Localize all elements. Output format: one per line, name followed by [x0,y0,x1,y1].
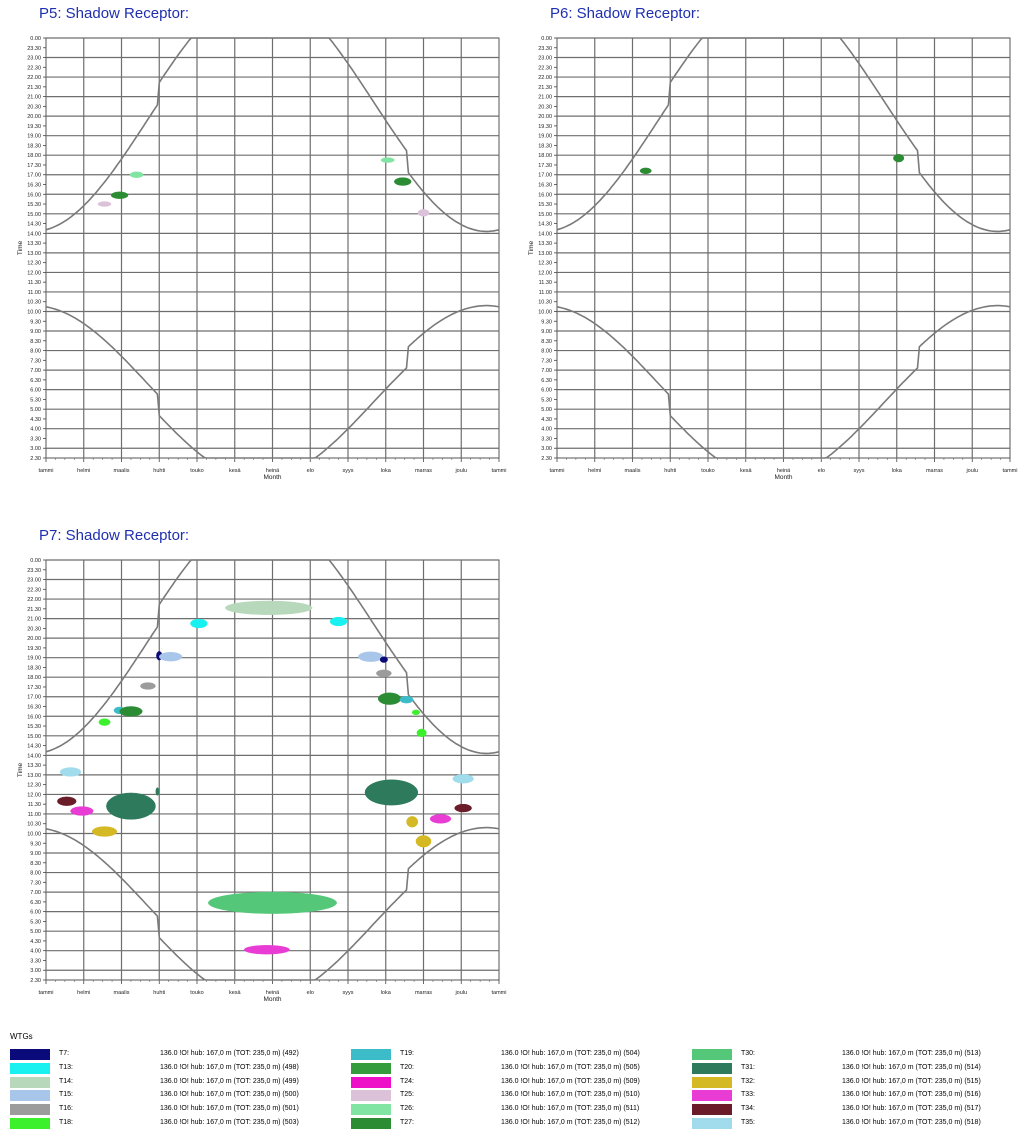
legend-swatch [351,1077,391,1088]
legend-swatch [351,1118,391,1129]
y-tick-label: 10.00 [27,309,41,316]
y-tick-label: 15.00 [27,733,41,740]
y-tick-label: 8.30 [30,338,41,345]
legend-description: 136.0 !O! hub: 167,0 m (TOT: 235,0 m) (501) [160,1105,299,1113]
y-tick-label: 17.00 [538,172,552,179]
x-tick-label: elo [817,468,825,474]
legend-label: T32: [741,1077,756,1085]
y-tick-label: 9.30 [541,319,552,326]
y-tick-label: 15.30 [538,202,552,209]
x-tick-label: tammi [491,468,507,474]
x-tick-label: maalis [624,468,641,474]
y-tick-label: 5.00 [30,407,41,414]
shadow-blob-t35 [60,768,81,777]
legend-item-t35 [692,1118,1022,1130]
y-tick-label: 14.00 [538,231,552,238]
y-axis-label: Time [17,240,24,256]
shadow-blob-t32 [416,835,431,847]
x-tick-label: helmi [77,990,91,996]
y-tick-label: 8.30 [30,860,41,867]
shadow-blob-t18 [412,710,420,715]
legend-label: T34: [741,1105,756,1113]
y-tick-label: 12.00 [27,792,41,799]
legend-description: 136.0 !O! hub: 167,0 m (TOT: 235,0 m) (505) [501,1063,640,1071]
y-tick-label: 14.30 [538,221,552,228]
legend-label: T26: [400,1105,415,1113]
legend-swatch [351,1090,391,1101]
y-tick-label: 18.00 [27,675,41,682]
shadow-blob-t27 [378,693,401,705]
y-tick-label: 19.00 [538,133,552,140]
shadow-chart-p6 [0,0,1024,500]
x-tick-label: marras [414,990,433,996]
y-tick-label: 15.30 [27,202,41,209]
x-tick-label: syys [342,990,354,996]
x-tick-label: elo [306,990,314,996]
x-tick-label: loka [891,468,902,474]
shadow-blob-t13 [190,619,207,628]
y-tick-label: 3.30 [30,958,41,965]
legend-label: T15: [59,1091,74,1099]
y-tick-label: 9.30 [30,841,41,848]
y-tick-label: 7.30 [30,880,41,887]
y-tick-label: 6.30 [30,899,41,906]
y-tick-label: 8.30 [541,338,552,345]
legend-item-t31 [692,1063,1022,1075]
legend-swatch [351,1063,391,1074]
y-tick-label: 20.00 [27,636,41,643]
x-tick-label: helmi [588,468,602,474]
legend-label: T30: [741,1050,756,1057]
y-tick-label: 21.00 [27,616,41,623]
y-tick-label: 3.00 [541,446,552,453]
chart-title: P7: Shadow Receptor: [39,527,190,544]
y-tick-label: 23.30 [538,45,552,52]
legend-label: T14: [59,1077,74,1085]
y-tick-label: 17.30 [538,162,552,169]
y-tick-label: 16.00 [538,192,552,199]
x-tick-label: maalis [113,990,130,996]
x-tick-label: joulu [966,468,979,474]
y-tick-label: 11.30 [27,802,41,809]
legend-item-t13 [10,1063,340,1075]
y-tick-label: 5.00 [541,407,552,414]
x-axis-label: Month [774,474,793,481]
y-tick-label: 18.30 [538,143,552,150]
x-tick-label: huhti [664,468,677,474]
y-tick-label: 9.00 [541,329,552,336]
y-tick-label: 11.30 [538,280,552,287]
y-tick-label: 18.30 [27,143,41,150]
legend-swatch [10,1090,50,1101]
shadow-blob-t27 [120,707,143,717]
legend-item-t24 [351,1077,681,1089]
x-tick-label: syys [342,468,354,474]
y-tick-label: 13.00 [27,250,41,257]
y-tick-label: 15.30 [27,724,41,731]
x-tick-label: heinä [265,990,280,996]
y-tick-label: 21.30 [27,606,41,613]
legend-swatch [10,1118,50,1129]
y-tick-label: 7.30 [541,358,552,365]
shadow-blob-t27 [893,154,904,162]
x-tick-label: heinä [265,468,280,474]
y-tick-label: 5.00 [30,929,41,936]
y-tick-label: 6.00 [541,387,552,394]
legend-item-t34 [692,1104,1022,1116]
y-tick-label: 11.00 [538,289,552,296]
legend-label: T27: [400,1119,415,1126]
y-tick-label: 13.00 [538,250,552,257]
x-tick-label: marras [925,468,944,474]
legend-item-t27 [351,1118,681,1130]
legend-label: T13: [59,1063,74,1071]
x-tick-label: tammi [1002,468,1018,474]
shadow-blob-t32 [92,827,117,837]
legend-description: 136.0 !O! hub: 167,0 m (TOT: 235,0 m) (514) [842,1063,981,1071]
y-tick-label: 12.00 [27,270,41,277]
y-tick-label: 14.00 [27,231,41,238]
y-tick-label: 13.30 [27,763,41,770]
legend-label: T35: [741,1119,756,1126]
y-tick-label: 7.00 [30,368,41,375]
shadow-blob-t14 [225,601,312,615]
x-tick-label: marras [414,468,433,474]
y-tick-label: 14.30 [27,743,41,750]
y-tick-label: 19.30 [538,123,552,130]
legend-swatch [692,1077,732,1088]
legend-item-t25 [351,1090,681,1102]
y-tick-label: 5.30 [541,397,552,404]
y-tick-label: 7.30 [30,358,41,365]
legend-label: T7: [59,1050,70,1057]
x-tick-label: tammi [38,990,54,996]
shadow-blob-t18 [417,729,426,737]
y-tick-label: 17.30 [27,684,41,691]
y-tick-label: 8.00 [30,348,41,355]
legend-description: 136.0 !O! hub: 167,0 m (TOT: 235,0 m) (511) [501,1105,640,1113]
shadow-blob-t13 [330,617,347,626]
shadow-blob-t7 [380,657,388,663]
y-tick-label: 16.30 [27,704,41,711]
x-tick-label: kesä [228,990,241,996]
y-tick-label: 22.00 [27,75,41,82]
legend-label: T18: [59,1119,74,1126]
x-tick-label: joulu [455,468,468,474]
legend-item-t14 [10,1077,340,1089]
x-tick-label: elo [306,468,314,474]
y-tick-label: 6.00 [30,387,41,394]
y-tick-label: 18.30 [27,665,41,672]
x-axis-label: Month [263,996,282,1003]
y-tick-label: 23.00 [538,55,552,62]
legend-label: T20: [400,1063,415,1071]
legend-item-t32 [692,1077,1022,1089]
y-tick-label: 17.00 [27,694,41,701]
y-tick-label: 23.30 [27,45,41,52]
y-tick-label: 6.30 [541,377,552,384]
x-tick-label: touko [190,990,204,996]
shadow-blob-t30 [208,892,336,913]
y-tick-label: 8.00 [541,348,552,355]
shadow-blob-t33 [430,814,451,823]
y-tick-label: 10.30 [538,299,552,306]
y-tick-label: 3.00 [30,968,41,975]
y-tick-label: 21.00 [27,94,41,101]
y-tick-label: 22.30 [27,587,41,594]
y-tick-label: 11.30 [27,280,41,287]
legend-description: 136.0 !O! hub: 167,0 m (TOT: 235,0 m) (512) [501,1119,640,1126]
y-tick-label: 10.00 [27,831,41,838]
shadow-blob-t35 [453,774,474,783]
y-tick-label: 19.30 [27,123,41,130]
legend-item-t33 [692,1090,1022,1102]
legend-description: 136.0 !O! hub: 167,0 m (TOT: 235,0 m) (515) [842,1077,981,1085]
shadow-blob-t27 [640,168,651,174]
legend-description: 136.0 !O! hub: 167,0 m (TOT: 235,0 m) (504) [501,1050,640,1057]
shadow-blob-t15 [358,652,383,662]
legend-description: 136.0 !O! hub: 167,0 m (TOT: 235,0 m) (510) [501,1091,640,1099]
x-tick-label: tammi [549,468,565,474]
legend-item-t26 [351,1104,681,1116]
y-tick-label: 20.30 [538,104,552,111]
y-axis-label: Time [528,240,535,256]
y-tick-label: 14.00 [27,753,41,760]
legend-swatch [692,1118,732,1129]
legend-item-t7 [10,1049,340,1061]
y-tick-label: 2.30 [541,456,552,462]
legend-item-t15 [10,1090,340,1102]
y-tick-label: 13.30 [27,241,41,248]
shadow-blob-t34 [455,804,472,812]
y-tick-label: 12.30 [538,260,552,267]
shadow-blob-t19 [400,696,413,703]
shadow-blob-t34 [57,797,76,806]
x-tick-label: kesä [739,468,752,474]
legend-description: 136.0 !O! hub: 167,0 m (TOT: 235,0 m) (503) [160,1119,299,1126]
y-tick-label: 12.30 [27,782,41,789]
legend-label: T25: [400,1091,415,1099]
legend-swatch [692,1090,732,1101]
legend-description: 136.0 !O! hub: 167,0 m (TOT: 235,0 m) (509) [501,1077,640,1085]
y-tick-label: 8.00 [30,870,41,877]
wtg-legend [0,1028,1024,1140]
y-tick-label: 5.30 [30,919,41,926]
legend-description: 136.0 !O! hub: 167,0 m (TOT: 235,0 m) (516) [842,1091,981,1099]
y-tick-label: 17.30 [27,162,41,169]
x-tick-label: helmi [77,468,91,474]
legend-label: T33: [741,1091,756,1099]
legend-swatch [10,1063,50,1074]
shadow-blob-t31 [106,793,155,819]
legend-label: T19: [400,1050,415,1057]
shadow-blob-t16 [140,683,155,690]
y-tick-label: 4.00 [30,948,41,955]
legend-label: T24: [400,1077,415,1085]
legend-title: WTGs [10,1032,33,1041]
y-tick-label: 21.30 [538,84,552,91]
x-tick-label: joulu [455,990,468,996]
y-tick-label: 20.00 [538,114,552,121]
y-tick-label: 4.30 [30,938,41,945]
y-tick-label: 22.30 [27,65,41,72]
y-tick-label: 7.00 [30,890,41,897]
y-tick-label: 4.30 [30,416,41,423]
y-tick-label: 23.00 [27,55,41,62]
legend-item-t16 [10,1104,340,1116]
legend-swatch [351,1049,391,1060]
shadow-blob-t33 [244,945,289,954]
y-tick-label: 23.00 [27,577,41,584]
y-tick-label: 2.30 [30,978,41,984]
x-tick-label: syys [853,468,865,474]
y-tick-label: 19.30 [27,645,41,652]
y-tick-label: 21.30 [27,84,41,91]
y-tick-label: 4.00 [541,426,552,433]
x-tick-label: tammi [491,990,507,996]
y-tick-label: 19.00 [27,655,41,662]
legend-item-t19 [351,1049,681,1061]
y-tick-label: 7.00 [541,368,552,375]
y-tick-label: 11.00 [27,811,41,818]
y-tick-label: 9.00 [30,851,41,858]
y-tick-label: 10.00 [538,309,552,316]
y-tick-label: 5.30 [30,397,41,404]
shadow-chart-p7 [0,527,1024,1027]
y-tick-label: 11.00 [27,289,41,296]
y-tick-label: 22.00 [538,75,552,82]
x-tick-label: huhti [153,468,166,474]
y-tick-label: 13.30 [538,241,552,248]
legend-item-t18 [10,1118,340,1130]
legend-swatch [10,1104,50,1115]
y-tick-label: 20.30 [27,104,41,111]
shadow-blob-t31 [365,780,418,805]
y-tick-label: 3.30 [541,436,552,443]
shadow-blob-t18 [99,719,110,726]
y-tick-label: 16.00 [27,192,41,199]
x-tick-label: touko [701,468,715,474]
y-tick-label: 0.00 [541,36,552,42]
x-tick-label: tammi [38,468,54,474]
legend-description: 136.0 !O! hub: 167,0 m (TOT: 235,0 m) (498) [160,1063,299,1071]
y-tick-label: 6.00 [30,909,41,916]
shadow-blob-t32 [407,816,418,827]
x-tick-label: loka [380,990,391,996]
x-axis-label: Month [263,474,282,481]
legend-swatch [692,1104,732,1115]
x-tick-label: heinä [776,468,791,474]
shadow-blob-t16 [376,670,391,677]
legend-label: T16: [59,1105,74,1113]
y-tick-label: 16.30 [538,182,552,189]
y-tick-label: 16.30 [27,182,41,189]
legend-description: 136.0 !O! hub: 167,0 m (TOT: 235,0 m) (500) [160,1091,299,1099]
x-tick-label: maalis [113,468,130,474]
x-tick-label: huhti [153,990,166,996]
y-tick-label: 18.00 [27,153,41,160]
y-tick-label: 9.00 [30,329,41,336]
y-tick-label: 12.00 [538,270,552,277]
legend-swatch [351,1104,391,1115]
legend-swatch [692,1063,732,1074]
y-tick-label: 22.00 [27,597,41,604]
legend-description: 136.0 !O! hub: 167,0 m (TOT: 235,0 m) (499) [160,1077,299,1085]
chart-title: P6: Shadow Receptor: [550,5,701,22]
y-tick-label: 10.30 [27,821,41,828]
y-tick-label: 18.00 [538,153,552,160]
legend-label: T31: [741,1063,756,1071]
y-tick-label: 23.30 [27,567,41,574]
x-tick-label: kesä [228,468,241,474]
legend-description: 136.0 !O! hub: 167,0 m (TOT: 235,0 m) (492) [160,1050,299,1057]
y-tick-label: 6.30 [30,377,41,384]
x-tick-label: loka [380,468,391,474]
y-tick-label: 14.30 [27,221,41,228]
y-tick-label: 17.00 [27,172,41,179]
y-tick-label: 20.00 [27,114,41,121]
shadow-blob-t33 [71,807,94,816]
y-tick-label: 15.00 [27,211,41,218]
y-tick-label: 12.30 [27,260,41,267]
y-tick-label: 0.00 [30,36,41,42]
y-tick-label: 9.30 [30,319,41,326]
chart-title: P5: Shadow Receptor: [39,5,190,22]
legend-description: 136.0 !O! hub: 167,0 m (TOT: 235,0 m) (513) [842,1050,981,1057]
y-tick-label: 4.00 [30,426,41,433]
legend-swatch [692,1049,732,1060]
y-tick-label: 22.30 [538,65,552,72]
y-tick-label: 20.30 [27,626,41,633]
x-tick-label: touko [190,468,204,474]
y-tick-label: 15.00 [538,211,552,218]
y-tick-label: 2.30 [30,456,41,462]
legend-description: 136.0 !O! hub: 167,0 m (TOT: 235,0 m) (518) [842,1119,981,1126]
legend-swatch [10,1049,50,1060]
y-tick-label: 0.00 [30,558,41,564]
y-tick-label: 3.00 [30,446,41,453]
y-tick-label: 21.00 [538,94,552,101]
legend-item-t20 [351,1063,681,1075]
y-tick-label: 19.00 [27,133,41,140]
y-tick-label: 10.30 [27,299,41,306]
y-tick-label: 4.30 [541,416,552,423]
legend-swatch [10,1077,50,1088]
y-tick-label: 3.30 [30,436,41,443]
y-tick-label: 16.00 [27,714,41,721]
shadow-blob-t15 [159,652,182,661]
y-tick-label: 13.00 [27,772,41,779]
y-axis-label: Time [17,762,24,778]
legend-item-t30 [692,1049,1022,1061]
shadow-blob-t31 [156,788,159,796]
legend-description: 136.0 !O! hub: 167,0 m (TOT: 235,0 m) (517) [842,1105,981,1113]
